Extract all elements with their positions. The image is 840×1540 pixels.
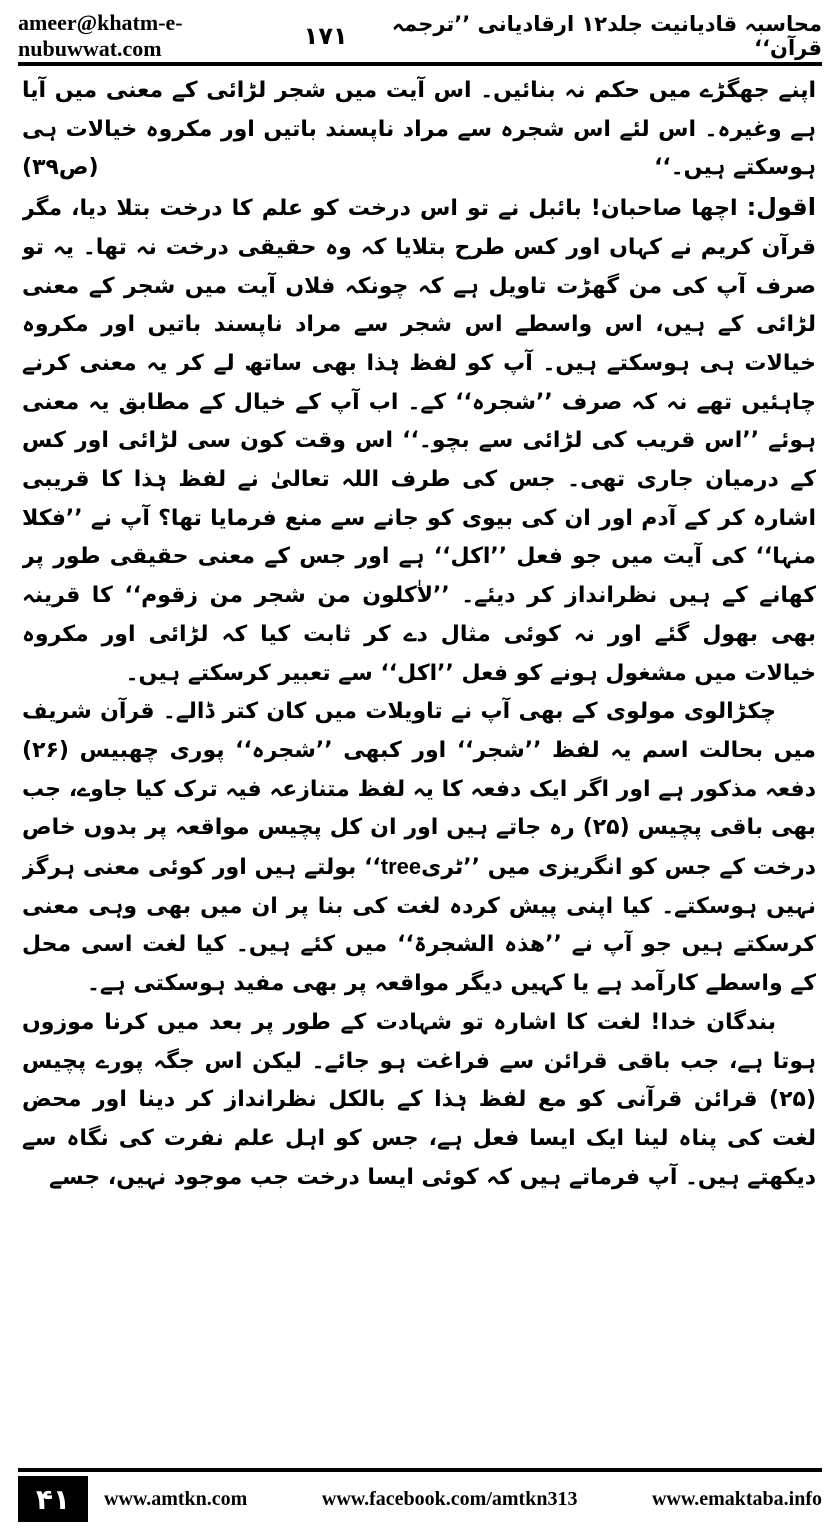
page-footer	[18, 1468, 822, 1526]
page-citation: (ص۳۹)	[22, 155, 99, 181]
page-body	[22, 72, 816, 1458]
paragraph-2-lead: اقول:	[746, 193, 816, 222]
paragraph-4-text: بندگان خدا! لغت کا اشارہ تو شہادت کے طور پر بعد میں کرنا موزوں ہوتا ہے، جب باقی قرائن سے فراغت ہو جائے۔ لیکن اس جگہ پورے پچیس (۲۵) قرائن قرآنی کو مع لفظ ہٰذا کے بالکل نظرانداز کر دینا اور محض لغت کی پناہ لینا ایک ایسا فعل ہے، جس کو اہل علم نفرت کی نگاہ سے دیکھتے ہیں۔ آپ فرماتے ہیں کہ کوئی ایسا درخت جب موجود نہیں، جسے	[22, 1009, 816, 1190]
paragraph-3-text-c: ‘‘ میں کئے ہیں۔ کیا لغت اسی محل کے واسطے کارآمد ہے یا کہیں دیگر مواقعہ پر بھی مفید ہوسکتی ہے۔	[22, 932, 816, 997]
footer-divider	[18, 1468, 822, 1472]
header-email[interactable]: ameer@khatm-e-nubuwwat.com	[18, 10, 183, 61]
arabic-term-1: فکلا منہا	[22, 505, 816, 570]
page-header	[18, 10, 822, 61]
paragraph-3-text: چکڑالوی مولوی کے بھی آپ نے تاویلات میں کان کتر ڈالے۔ قرآن شریف میں بحالت اسم یہ لفظ ’’شجر‘‘ اور کبھی ’’شجرہ‘‘ پوری چھبیس (۲۶) دفعہ مذکور ہے اور اگر ایک دفعہ کا یہ لفظ متنازعہ فیہ ترک کیا جاوے، جب بھی باقی پچیس (۲۵) رہ جاتے ہیں اور ان کل پچیس مواقعہ پر بدوں خاص درخت کے جس کو انگریزی میں ’’ٹری	[22, 699, 816, 881]
website-link-facebook[interactable]: www.facebook.com/amtkn313	[321, 1487, 578, 1510]
paragraph-3-text-b: ‘‘ بولتے ہیں اور کوئی معنی ہرگز نہیں ہوسکتے۔ کیا اپنی پیش کردہ لغت کی بنا پر ان میں بھی وہی معنی کرسکتے ہیں جو آپ نے ’’	[22, 855, 816, 958]
paragraph-2-text-c: ‘‘ کا قرینہ بھی بھول گئے اور نہ کوئی مثال دے کر ثابت کیا کہ لڑائی اور مکروہ خیالات میں مشغول ہونے کو فعل ’’اکل‘‘ سے تعبیر کرسکتے ہیں۔	[22, 583, 816, 686]
paragraph-3	[22, 693, 816, 1004]
paragraph-2	[22, 188, 816, 693]
book-title: محاسبہ قادیانیت جلد۱۲ ارقادیانی ’’ترجمہ قرآن‘‘	[391, 12, 822, 60]
paragraph-1	[22, 72, 816, 188]
paragraph-1-text: اپنے جھگڑے میں حکم نہ بنائیں۔ اس آیت میں شجر لڑائی کے معنی میں آیا ہے وغیرہ۔ اس لئے اس شجرہ سے مراد ناپسند باتیں اور مکروہ خیالات ہی ہوسکتے ہیں۔‘‘	[22, 78, 816, 181]
arabic-term-2: لاٰکلون من شجر من زقوم	[141, 583, 434, 609]
arabic-term-3: ھذہ الشجرۃ	[413, 932, 546, 958]
footer-websites	[104, 1476, 822, 1522]
english-word-tree: tree	[380, 854, 422, 880]
footer-page-number: ۴۱	[18, 1476, 88, 1522]
paragraph-2-text-b: ‘‘ کی آیت میں جو فعل ’’اکل‘‘ ہے اور جس کے معنی حقیقی طور پر کھانے کے ہیں نظرانداز کر دیئے۔ ’’	[22, 544, 816, 609]
website-link-emaktaba[interactable]: www.emaktaba.info	[651, 1487, 822, 1510]
header-title-group	[304, 12, 822, 60]
website-link-amtkn[interactable]: www.amtkn.com	[104, 1487, 248, 1510]
header-divider	[18, 62, 822, 66]
paragraph-2-text: اچھا صاحبان! بائبل نے تو اس درخت کو علم کا درخت بتلا دیا، مگر قرآن کریم نے کہاں اور کس طرح بتلایا کہ وہ حقیقی درخت نہ تھا۔ یہ تو صرف آپ کی من گھڑت تاویل ہے کہ چونکہ فلاں آیت میں شجر کے معنی لڑائی کے ہیں، اس واسطے اس شجر سے مراد ناپسند باتیں اور مکروہ خیالات ہی ہوسکتے ہیں۔ آپ کو لفظ ہٰذا بھی ساتھ لے کر یہ معنی کرنے چاہئیں تھے نہ کہ صرف ’’شجرہ‘‘ کے۔ اب آپ کے خیال کے مطابق یہ معنی ہوئے ’’اس قریب کی لڑائی سے بچو۔‘‘ اس وقت کون سی لڑائی اور کس کے درمیان جاری تھی۔ جس کی طرف اللہ تعالیٰ نے لفظ ہٰذا کا قریبی اشارہ کر کے آدم اور ان کی بیوی کو جانے سے منع فرمایا تھا؟ آپ نے ’’	[22, 196, 816, 531]
paragraph-4	[22, 1004, 816, 1198]
header-page-number: ۱۷۱	[303, 22, 348, 50]
